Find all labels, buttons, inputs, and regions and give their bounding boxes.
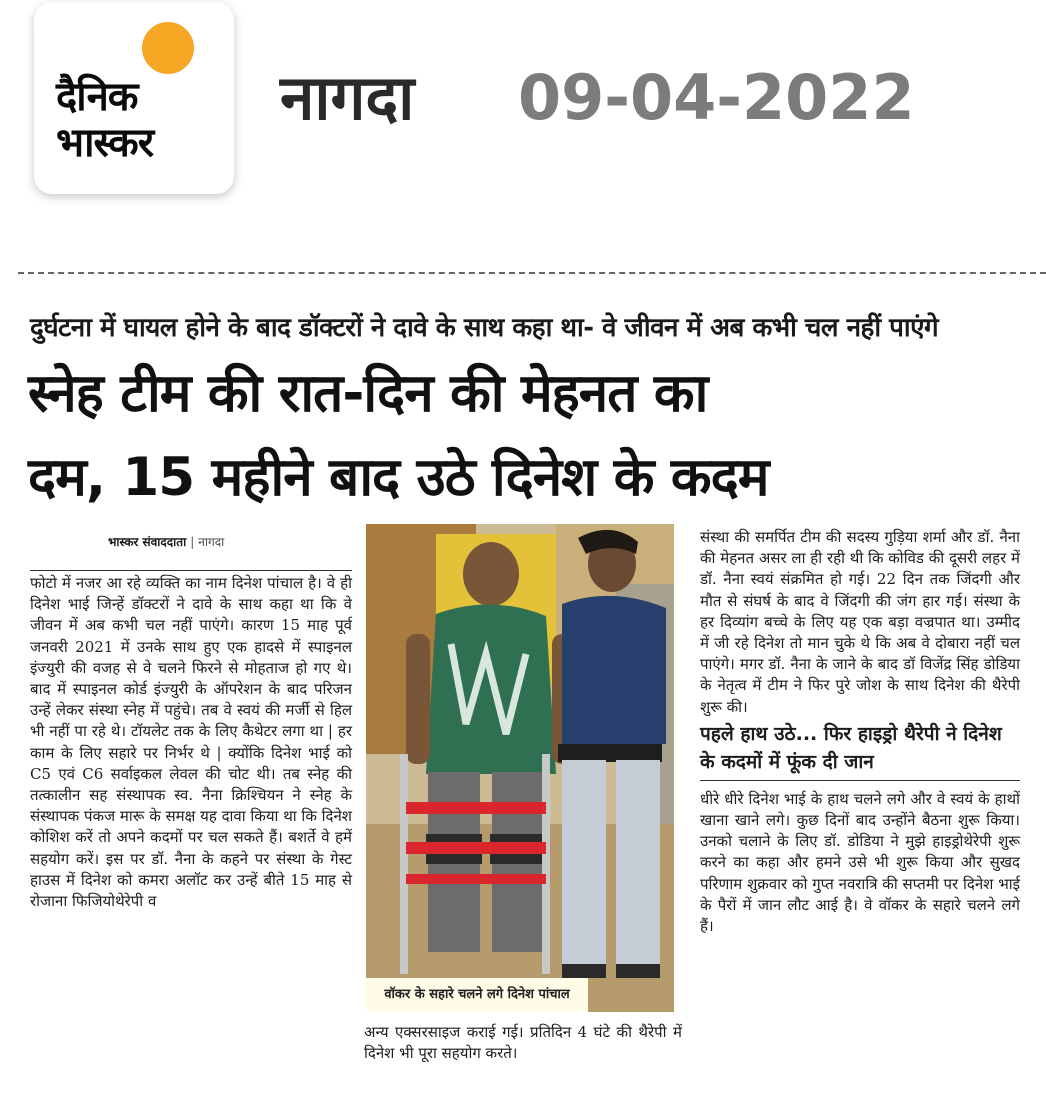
byline-separator: | [190,535,195,549]
edition-city: नागदा [280,61,415,134]
newspaper-logo [34,2,234,194]
byline-location: नागदा [198,535,225,549]
edition-date: 09-04-2022 [518,61,915,134]
sun-logo-icon [142,22,194,74]
column-3-text: संस्था की समर्पित टीम की सदस्य गुड़िया शर्मा और डॉ. नैना की मेहनत असर ला ही रही थी कि कोविड की दूसरी लहर में डॉ. नैना स्वयं संक्रमित हो गई। 22 दिन तक जिंदगी और मौत से संघर्ष के बाद वे जिंदगी की जंग हार गई। संस्था के हर दिव्यांग बच्चे के लिए यह एक बड़ा वज्रपात था। उम्मीद में जी रहे दिनेश तो मान चुके थे कि अब वे दोबारा नहीं चल पाएंगे। मगर डॉ. नैना के जाने के बाद डॉ विजेंद्र सिंह डोडिया के नेतृत्व में टीम ने फिर पुरे जोश के साथ दिनेश की थैरेपी शुरू की। [700,528,1020,716]
logo-line-2: भास्कर [56,120,154,166]
article-photo [366,524,674,1012]
article-headline [28,352,1018,520]
article-subhead: पहले हाथ उठे... फिर हाइड्रो थैरेपी ने दिनेश के कदमों में फूंक दी जान [700,720,1020,781]
photo-caption: वॉकर के सहारे चलने लगे दिनेश पांचाल [366,978,588,1012]
article-column-2 [364,1022,682,1064]
article-column-1 [30,570,352,912]
byline [108,533,224,551]
headline-line-1: स्नेह टीम की रात-दिन की मेहनत का [28,363,708,424]
article-kicker: दुर्घटना में घायल होने के बाद डॉक्टरों ने दावे के साथ कहा था- वे जीवन में अब कभी चल नहीं पाएंगे [30,313,939,343]
logo-line-1: दैनिक [56,74,138,120]
column-1-text: फोटो में नजर आ रहे व्यक्ति का नाम दिनेश पांचाल है। वे ही दिनेश भाई जिन्हें डॉक्टरों ने दावे के साथ कहा था कि वे जीवन में अब कभी चल नहीं पाएंगे। कारण 15 माह पूर्व जनवरी 2021 में उनके साथ हुए एक हादसे में स्पाइनल इंज्युरी की वजह से वे चलने फिरने से मोहताज हो गए थे। बाद में स्पाइनल कोर्ड इंज्युरी के ऑपरेशन के बाद परिजन उन्हें लेकर संस्था स्नेह में पहुंचे। तब वे स्वयं की मर्जी से हिल भी नहीं पा रहे थे। टॉयलेट तक के लिए कैथेटर लगा था | हर काम के लिए सहारे पर निर्भर थे | क्योंकि दिनेश भाई को C5 एवं C6 सर्वाइकल लेवल की चोट थी। तब स्नेह की तत्कालीन सह संस्थापक स्व. नैना क्रिश्चियन ने स्नेह के संस्थापक पंकज मारू के समक्ष यह दावा किया था कि दिनेश कोशिश करें तो अपने कदमों पर चल सकते हैं। बशर्ते वे हमें सहयोग करें। इस पर डॉ. नैना के कहने पर संस्था के गेस्ट हाउस में दिनेश को कमरा अलॉट कर उन्हें बीते 15 माह से रोजाना फिजियोथेरेपी व [30,574,352,911]
headline-line-2: दम, 15 महीने बाद उठे दिनेश के कदम [28,447,769,508]
column-2-text: अन्य एक्सरसाइज कराई गई। प्रतिदिन 4 घंटे की थैरेपी में दिनेश भी पूरा सहयोग करते। [364,1023,682,1063]
byline-reporter: भास्कर संवाददाता [108,535,187,549]
clipping-cut-line [18,272,1046,274]
logo-text [56,74,236,166]
adjacent-article-edge [1032,300,1046,1090]
column-3-text-continued: धीरे धीरे दिनेश भाई के हाथ चलने लगे और वे स्वयं के हाथों खाना खाने लगे। कुछ दिनों बाद उन्होंने बैठना शुरू किया। उनको चलाने के लिए डॉ. डोडिया ने मुझे हाइड्रोथेरेपी शुरू करने का कहा और हमने उसे भी शुरू किया और सुखद परिणाम शुक्रवार को गुप्त नवरात्रि की सप्तमी पर दिनेश भाई के पैरों में जान लौट आई है। वे वॉकर के सहारे चलने लगे हैं। [700,789,1020,936]
photo-illustration [366,524,674,1012]
article-column-3 [700,527,1020,937]
